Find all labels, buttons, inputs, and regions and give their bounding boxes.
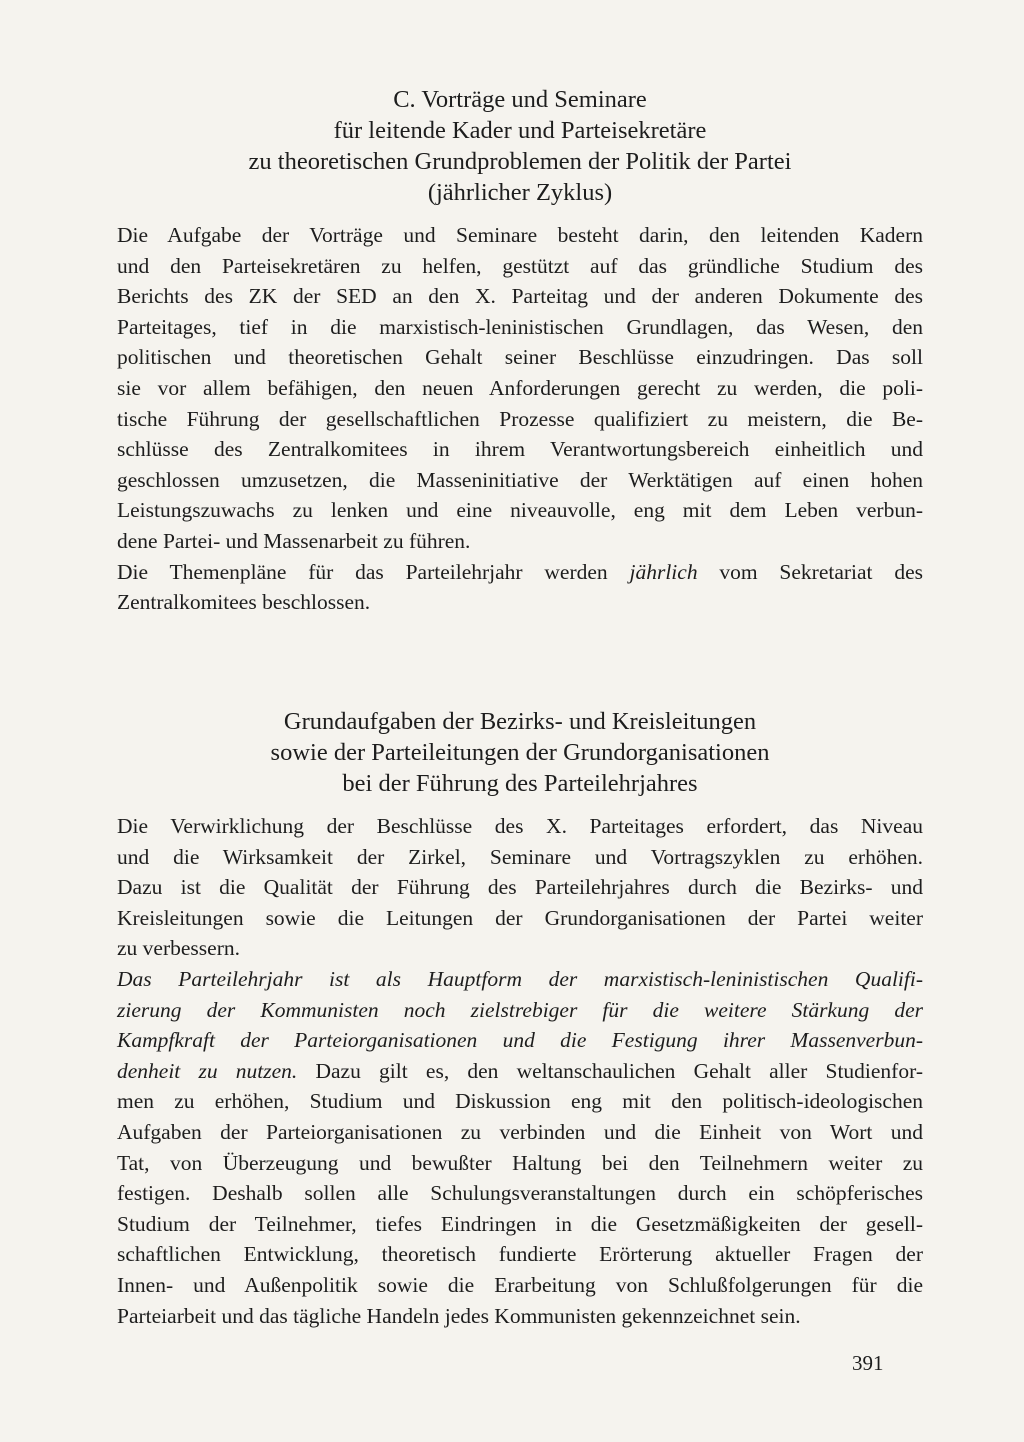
text-line: Leistungszuwachs zu lenken und eine niveauvolle, eng mit dem Leben verbun- (117, 498, 923, 523)
text-line: Die Aufgabe der Vorträge und Seminare besteht darin, den leitenden Kadern (117, 223, 923, 247)
text-line: Innen- und Außenpolitik sowie die Erarbeitung von Schlußfolgerungen für die (117, 1272, 923, 1297)
text-line: Berichts des ZK der SED an den X. Parteitag und der anderen Dokumente des (117, 284, 923, 309)
text-line: und die Wirksamkeit der Zirkel, Seminare und Vortragszyklen zu erhöhen. (117, 844, 923, 869)
text-line: geschlossen umzusetzen, die Masseninitiative der Werktätigen auf einen hohen (117, 467, 923, 492)
text-line: politischen und theoretischen Gehalt seiner Beschlüsse einzudringen. Das soll (117, 345, 923, 370)
text-line: zu verbessern. (117, 936, 240, 961)
section-grundaufgaben (117, 706, 923, 1331)
section-grundaufgaben-heading (117, 706, 923, 799)
text-line: sie vor allem befähigen, den neuen Anforderungen gerecht zu werden, die poli- (117, 375, 923, 400)
section-c-paragraph-2 (117, 557, 923, 618)
section-c-paragraph-1 (117, 220, 923, 557)
section-c (117, 84, 923, 618)
section-c-heading-line: zu theoretischen Grundproblemen der Politik der Partei (248, 148, 792, 175)
text-line: Tat, von Überzeugung und bewußter Haltung bei den Teilnehmern weiter zu (117, 1150, 923, 1175)
text-line: Die Verwirklichung der Beschlüsse des X. Parteitages erfordert, das Niveau (117, 814, 923, 838)
text-line: Kreisleitungen sowie die Leitungen der Grundorganisationen der Partei weiter (117, 905, 923, 930)
text-line: Studium der Teilnehmer, tiefes Eindringen in die Gesetzmäßigkeiten der gesell- (117, 1211, 923, 1236)
emphasized-text-line: Kampfkraft der Parteiorganisationen und die Festigung ihrer Massenverbun- (117, 1028, 923, 1053)
document-page (117, 84, 923, 1328)
text-line (117, 557, 923, 588)
text-line: dene Partei- und Massenarbeit zu führen. (117, 528, 471, 553)
text-line: Aufgaben der Parteiorganisationen zu verbinden und die Einheit von Wort und (117, 1119, 923, 1144)
text-line: Dazu ist die Qualität der Führung des Parteilehrjahres durch die Bezirks- und (117, 875, 923, 900)
section-grundaufgaben-paragraph-1 (117, 811, 923, 964)
section-heading-line: bei der Führung des Parteilehrjahres (342, 770, 698, 797)
section-c-heading-line: für leitende Kader und Parteisekretäre (333, 117, 707, 144)
section-c-heading (117, 84, 923, 208)
emphasized-text: denheit zu nutzen. (117, 1058, 298, 1083)
text-line: und den Parteisekretären zu helfen, gestützt auf das gründliche Studium des (117, 253, 923, 278)
emphasized-text-line: Das Parteilehrjahr ist als Hauptform der marxistisch-leninistischen Qualifi- (117, 966, 923, 991)
text-line: festigen. Deshalb sollen alle Schulungsveranstaltungen durch ein schöpferisches (117, 1181, 923, 1206)
emphasized-text-line: zierung der Kommunisten noch zielstrebiger für die weitere Stärkung der (117, 997, 923, 1022)
text-line: Parteiarbeit und das tägliche Handeln jedes Kommunisten gekennzeichnet sein. (117, 1303, 801, 1328)
section-heading-line: Grundaufgaben der Bezirks- und Kreisleitungen (283, 708, 757, 735)
section-c-heading-line: (jährlicher Zyklus) (427, 179, 613, 206)
text-line: Parteitages, tief in die marxistisch-leninistischen Grundlagen, das Wesen, den (117, 314, 923, 339)
section-c-heading-line: C. Vorträge und Seminare (393, 86, 647, 113)
text-line: schlüsse des Zentralkomitees in ihrem Verantwortungsbereich einheitlich und (117, 437, 923, 462)
text-line: schaftlichen Entwicklung, theoretisch fundierte Erörterung aktueller Fragen der (117, 1242, 923, 1267)
emphasized-text: jährlich (629, 559, 698, 584)
text-line (117, 1056, 923, 1087)
text-fragment: vom Sekretariat des (697, 559, 923, 584)
section-grundaufgaben-paragraph-2 (117, 964, 923, 1331)
section-heading-line: sowie der Parteileitungen der Grundorganisationen (270, 739, 770, 766)
page-number: 391 (852, 1351, 884, 1375)
text-fragment: Dazu gilt es, den weltanschaulichen Gehalt aller Studienfor- (297, 1058, 923, 1083)
text-line: tische Führung der gesellschaftlichen Prozesse qualifiziert zu meistern, die Be- (117, 406, 923, 431)
text-line: Zentralkomitees beschlossen. (117, 590, 371, 615)
text-fragment: Die Themenpläne für das Parteilehrjahr werden (117, 559, 630, 584)
text-line: men zu erhöhen, Studium und Diskussion eng mit den politisch-ideologischen (117, 1089, 923, 1114)
